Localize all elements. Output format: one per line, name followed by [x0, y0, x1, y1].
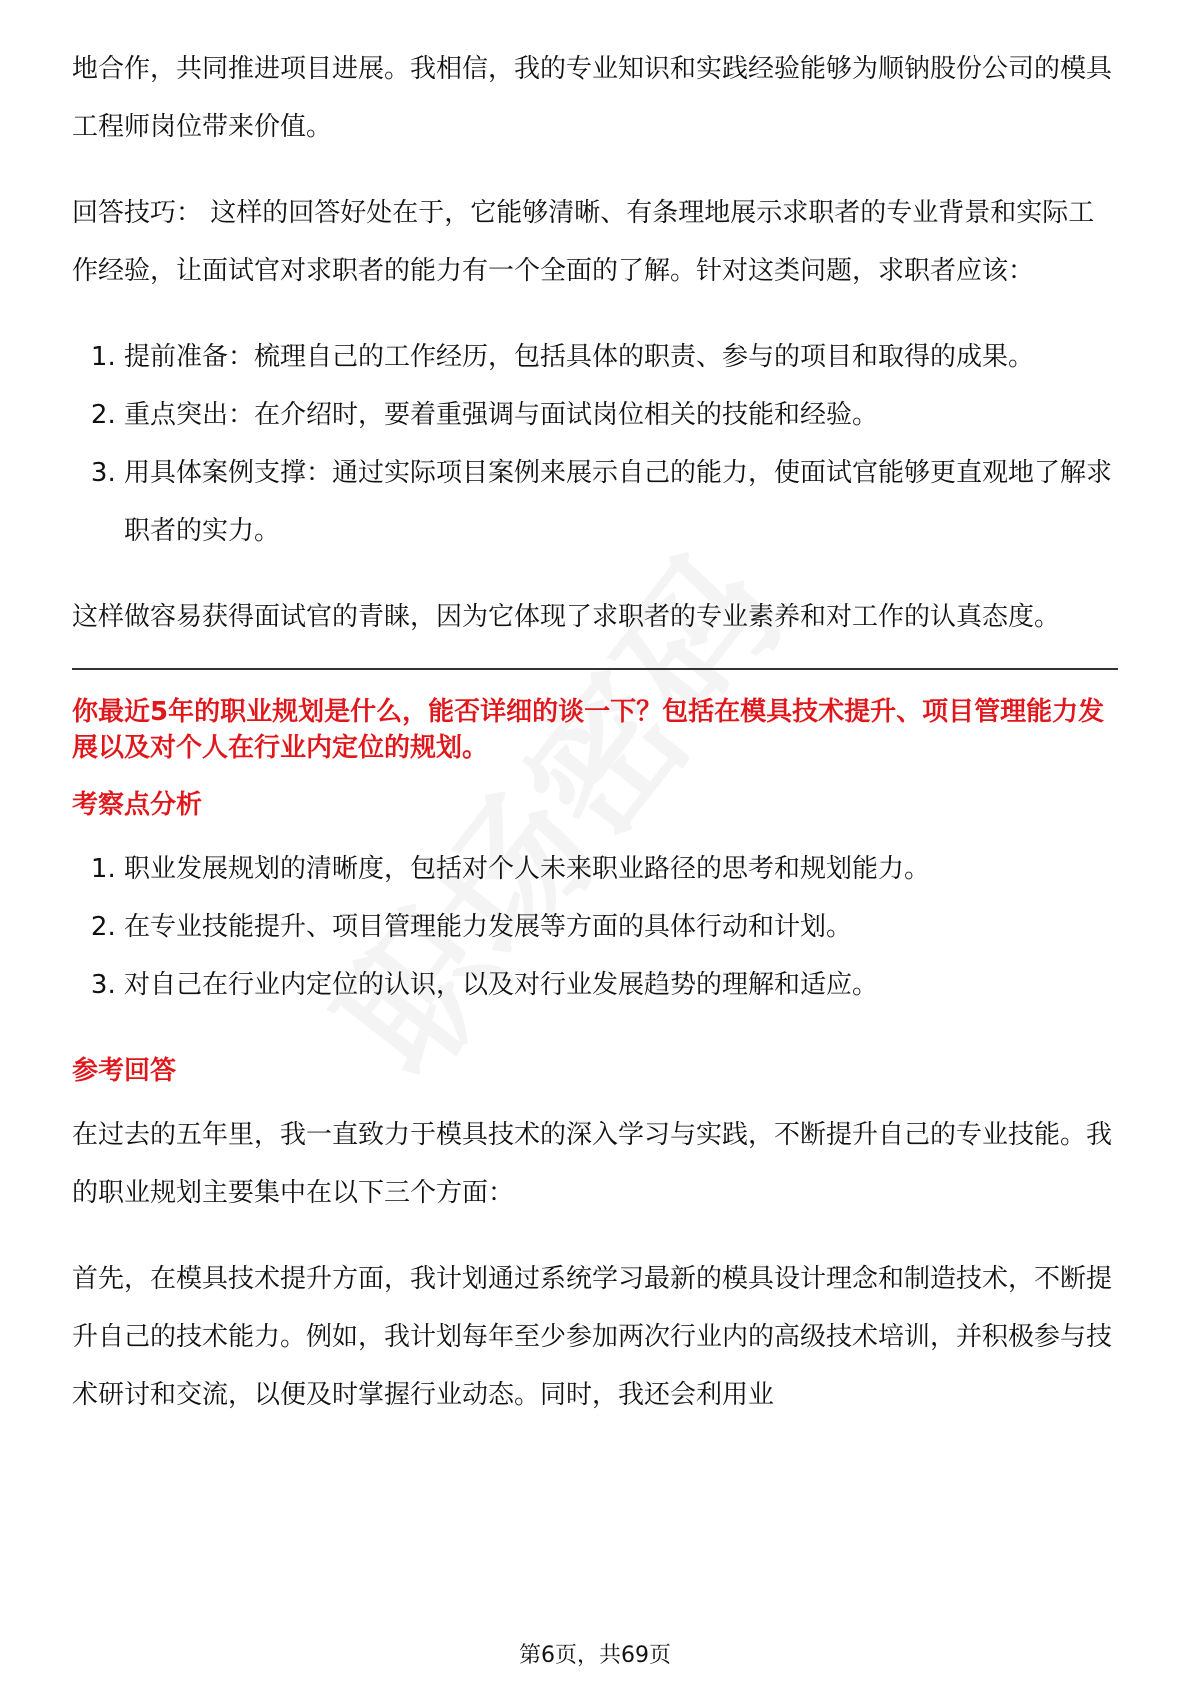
section-divider	[72, 668, 1118, 670]
list-item: 3. 对自己在行业内定位的认识，以及对行业发展趋势的理解和适应。	[124, 956, 1118, 1014]
answer-heading: 参考回答	[72, 1056, 177, 1086]
tips-paragraph: 回答技巧： 这样的回答好处在于，它能够清晰、有条理地展示求职者的专业背景和实际工作经验，让面试官对求职者的能力有一个全面的了解。针对这类问题，求职者应该：	[72, 198, 1095, 286]
list-item: 1. 提前准备：梳理自己的工作经历，包括具体的职责、参与的项目和取得的成果。	[124, 328, 1118, 386]
list-item: 1. 职业发展规划的清晰度，包括对个人未来职业路径的思考和规划能力。	[124, 840, 1118, 898]
tips-list	[72, 328, 1118, 560]
list-item: 2. 在专业技能提升、项目管理能力发展等方面的具体行动和计划。	[124, 898, 1118, 956]
page-footer: 第6页，共69页	[519, 1643, 671, 1668]
answer-paragraph: 首先，在模具技术提升方面，我计划通过系统学习最新的模具设计理念和制造技术，不断提升自己的技术能力。例如，我计划每年至少参加两次行业内的高级技术培训，并积极参与技术研讨和交流，以便及时掌握行业动态。同时，我还会利用业	[72, 1264, 1113, 1410]
analysis-heading: 考察点分析	[72, 790, 203, 820]
answer-paragraph: 在过去的五年里，我一直致力于模具技术的深入学习与实践，不断提升自己的专业技能。我的职业规划主要集中在以下三个方面：	[72, 1120, 1113, 1208]
page-content	[72, 40, 1118, 1424]
intro-continuation: 地合作，共同推进项目进展。我相信，我的专业知识和实践经验能够为顺钠股份公司的模具工程师岗位带来价值。	[72, 54, 1113, 142]
tips-conclusion: 这样做容易获得面试官的青睐，因为它体现了求职者的专业素养和对工作的认真态度。	[72, 602, 1061, 632]
list-item: 2. 重点突出：在介绍时，要着重强调与面试岗位相关的技能和经验。	[124, 386, 1118, 444]
list-item: 3. 用具体案例支撑：通过实际项目案例来展示自己的能力，使面试官能够更直观地了解求职者的实力。	[124, 444, 1118, 560]
analysis-list	[72, 840, 1118, 1014]
question-title: 你最近5年的职业规划是什么，能否详细的谈一下？包括在模具技术提升、项目管理能力发展以及对个人在行业内定位的规划。	[72, 697, 1105, 763]
